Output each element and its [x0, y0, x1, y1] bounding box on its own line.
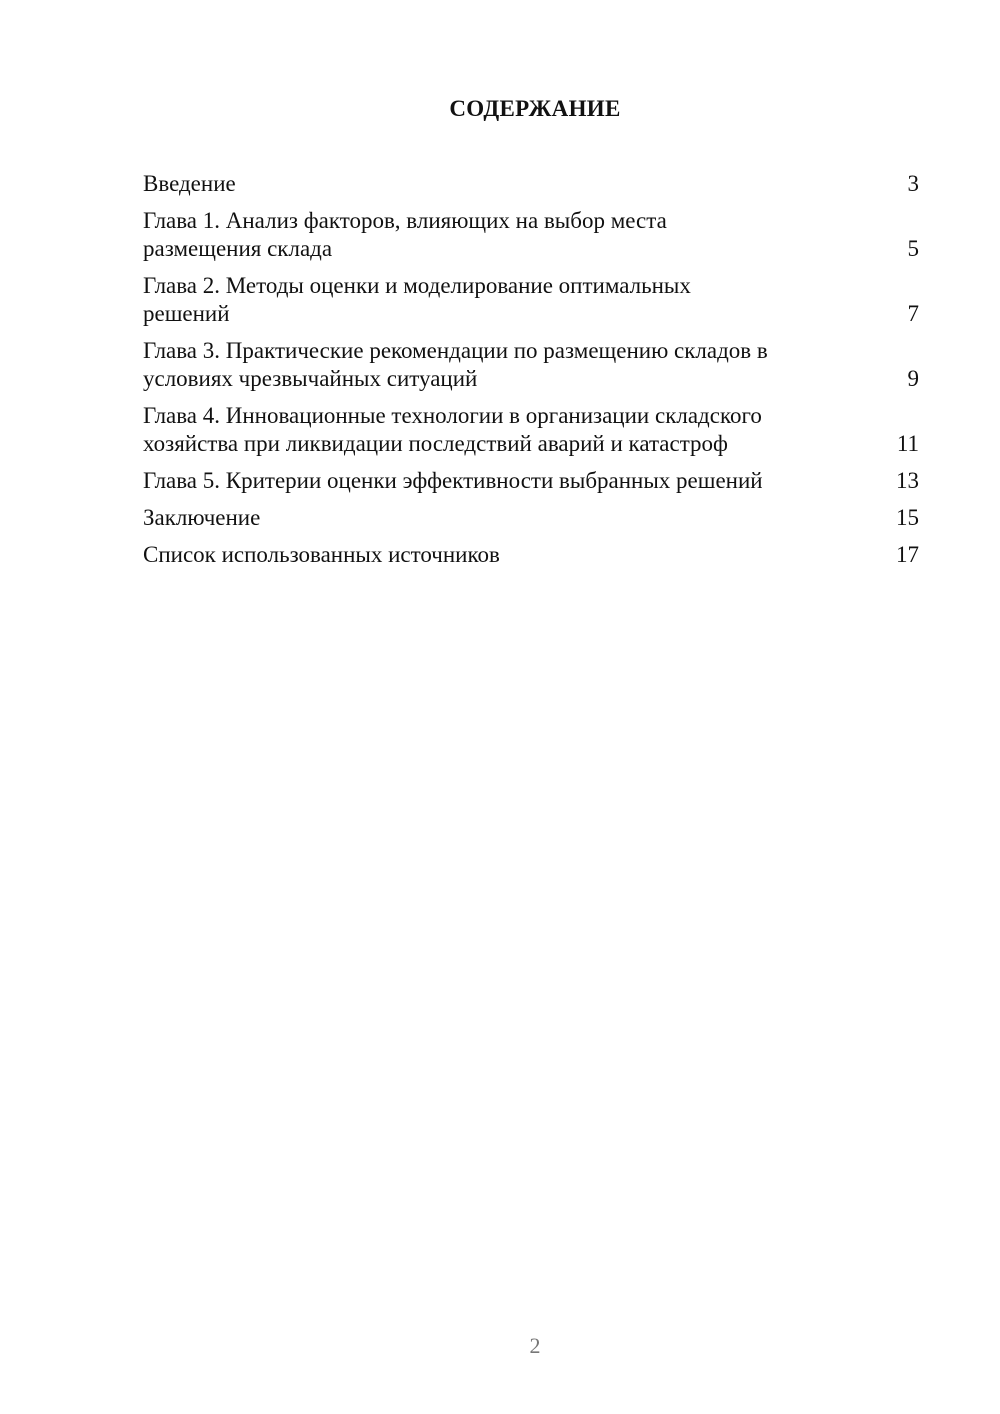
toc-entry-page: 3: [907, 171, 919, 196]
toc-entry-chapter-5: [143, 467, 919, 495]
toc-entry-page: 9: [907, 366, 919, 391]
toc-entry-label: Глава 3. Практические рекомендации по размещению складов в условиях чрезвычайных ситуаций: [143, 338, 768, 391]
toc-entry-label: Введение: [143, 171, 236, 196]
toc-entry-conclusion: [143, 504, 919, 532]
toc-entry-page: 15: [896, 505, 919, 530]
toc-entry-chapter-3: [143, 337, 919, 393]
toc-entry-page: 7: [907, 301, 919, 326]
toc-entry-page: 13: [896, 468, 919, 493]
table-of-contents: [143, 170, 919, 578]
toc-entry-label: Глава 5. Критерии оценки эффективности выбранных решений: [143, 468, 763, 493]
toc-entry-page: 17: [896, 542, 919, 567]
toc-entry-label: Список использованных источников: [143, 542, 500, 567]
toc-entry-chapter-4: [143, 402, 919, 458]
toc-entry-page: 11: [896, 431, 919, 456]
toc-entry-chapter-2: [143, 272, 919, 328]
toc-entry-page: 5: [907, 236, 919, 261]
toc-entry-label: Глава 1. Анализ факторов, влияющих на выбор места размещения склада: [143, 208, 667, 261]
toc-entry-references: [143, 541, 919, 569]
toc-entry-label: Глава 4. Инновационные технологии в организации складского хозяйства при ликвидации последствий аварий и катастроф: [143, 403, 762, 456]
page-number: 2: [529, 1333, 541, 1358]
toc-entry-label: Глава 2. Методы оценки и моделирование оптимальных решений: [143, 273, 691, 326]
toc-entry-label: Заключение: [143, 505, 261, 530]
toc-entry-introduction: [143, 170, 919, 198]
page-title: СОДЕРЖАНИЕ: [449, 96, 621, 121]
toc-entry-chapter-1: [143, 207, 919, 263]
